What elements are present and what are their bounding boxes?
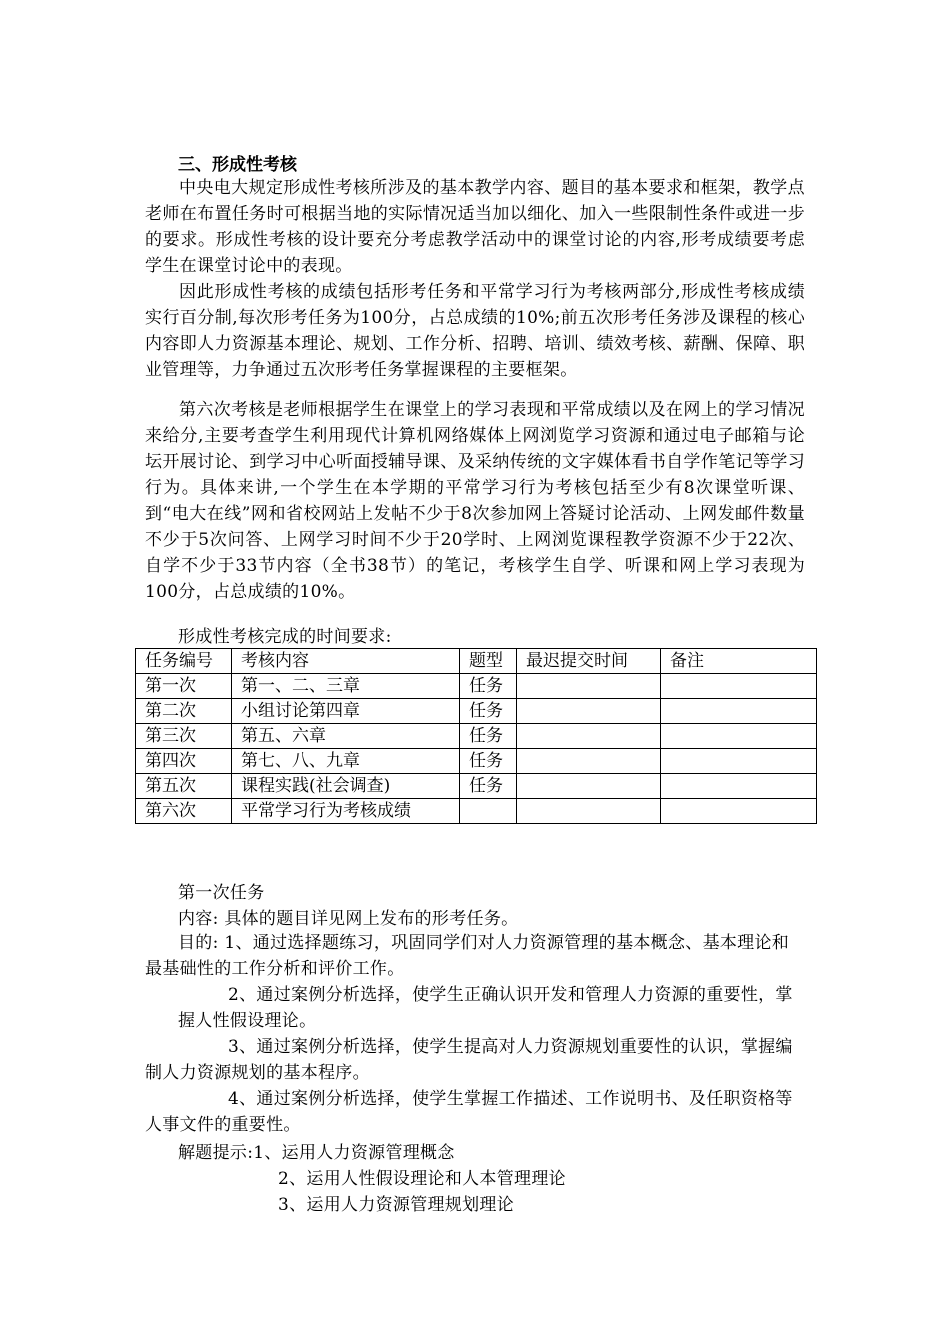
cell-task-number: 第五次	[136, 774, 232, 799]
cell-content: 课程实践(社会调查)	[232, 774, 460, 799]
task1-goal-2: 2、通过案例分析选择，使学生正确认识开发和管理人力资源的重要性，掌握人性假设理论。	[178, 985, 793, 1031]
cell-content: 第七、八、九章	[232, 749, 460, 774]
cell-notes	[661, 774, 817, 799]
cell-deadline	[517, 799, 661, 824]
cell-deadline	[517, 699, 661, 724]
cell-task-number: 第四次	[136, 749, 232, 774]
header-type: 题型	[460, 649, 517, 674]
header-content: 考核内容	[232, 649, 460, 674]
cell-type	[460, 799, 517, 824]
cell-type: 任务	[460, 749, 517, 774]
cell-type: 任务	[460, 699, 517, 724]
table-row	[136, 799, 817, 824]
table-intro: 形成性考核完成的时间要求:	[178, 627, 392, 647]
cell-deadline	[517, 774, 661, 799]
task1-goal-1: 1、通过选择题练习，巩固同学们对人力资源管理的基本概念、基本理论和最基础性的工作分析和评价工作。	[145, 933, 790, 979]
table-row	[136, 749, 817, 774]
cell-notes	[661, 674, 817, 699]
task1-hint-2: 2、运用人性假设理论和人本管理理论	[278, 1169, 566, 1189]
cell-type: 任务	[460, 724, 517, 749]
cell-notes	[661, 699, 817, 724]
cell-content: 小组讨论第四章	[232, 699, 460, 724]
task1-goal-3: 3、通过案例分析选择，使学生提高对人力资源规划重要性的认识，掌握编制人力资源规划的基本程序。	[145, 1037, 793, 1083]
paragraph-grading: 因此形成性考核的成绩包括形考任务和平常学习行为考核两部分,形成性考核成绩实行百分制,每次形考任务为100分，占总成绩的10%;前五次形考任务涉及课程的核心内容即人力资源基本理论、规划、工作分析、招聘、培训、绩效考核、薪酬、保障、职业管理等，力争通过五次形考任务掌握课程的主要框架。	[145, 282, 805, 380]
table-row	[136, 699, 817, 724]
cell-deadline	[517, 674, 661, 699]
cell-notes	[661, 799, 817, 824]
cell-task-number: 第一次	[136, 674, 232, 699]
table-row	[136, 674, 817, 699]
task1-hint-1: 1、运用人力资源管理概念	[253, 1143, 455, 1163]
cell-deadline	[517, 724, 661, 749]
paragraph-requirements: 中央电大规定形成性考核所涉及的基本教学内容、题目的基本要求和框架，教学点老师在布置任务时可根据当地的实际情况适当加以细化、加入一些限制性条件或进一步的要求。形成性考核的设计要充分考虑教学活动中的课堂讨论的内容,形考成绩要考虑学生在课堂讨论中的表现。	[145, 178, 805, 276]
schedule-table	[135, 648, 817, 824]
table-header-row	[136, 649, 817, 674]
section-heading: 三、形成性考核	[178, 155, 297, 175]
task1-hint-1-line	[178, 1138, 455, 1163]
task1-goal-label: 目的:	[178, 933, 219, 953]
cell-content: 平常学习行为考核成绩	[232, 799, 460, 824]
cell-task-number: 第三次	[136, 724, 232, 749]
cell-content: 第一、二、三章	[232, 674, 460, 699]
cell-notes	[661, 749, 817, 774]
task1-hint-3: 3、运用人力资源管理规划理论	[278, 1195, 515, 1215]
header-notes: 备注	[661, 649, 817, 674]
table-row	[136, 774, 817, 799]
cell-task-number: 第二次	[136, 699, 232, 724]
cell-task-number: 第六次	[136, 799, 232, 824]
header-deadline: 最迟提交时间	[517, 649, 661, 674]
task1-goal-1-block	[145, 930, 805, 982]
cell-type: 任务	[460, 674, 517, 699]
cell-deadline	[517, 749, 661, 774]
cell-content: 第五、六章	[232, 724, 460, 749]
task1-content: 内容: 具体的题目详见网上发布的形考任务。	[178, 909, 519, 929]
table-row	[136, 724, 817, 749]
task1-title: 第一次任务	[178, 883, 265, 903]
task1-goal-4: 4、通过案例分析选择，使学生掌握工作描述、工作说明书、及任职资格等人事文件的重要性。	[145, 1089, 793, 1135]
cell-notes	[661, 724, 817, 749]
paragraph-sixth-assessment: 第六次考核是老师根据学生在课堂上的学习表现和平常成绩以及在网上的学习情况来给分,主要考查学生利用现代计算机网络媒体上网浏览学习资源和通过电子邮箱与论坛开展讨论、到学习中心听面授辅导课、及采纳传统的文字媒体看书自学作笔记等学习行为。具体来讲,一个学生在本学期的平常学习行为考核包括至少有8次课堂听课、到“电大在线”网和省校网站上发帖不少于8次参加网上答疑讨论活动、上网发邮件数量不少于5次问答、上网学习时间不少于20学时、上网浏览课程教学资源不少于22次、自学不少于33节内容（全书38节）的笔记，考核学生自学、听课和网上学习表现为100分，占总成绩的10%。	[145, 400, 805, 602]
cell-type: 任务	[460, 774, 517, 799]
header-task-number: 任务编号	[136, 649, 232, 674]
task1-hint-label: 解题提示:	[178, 1143, 254, 1163]
